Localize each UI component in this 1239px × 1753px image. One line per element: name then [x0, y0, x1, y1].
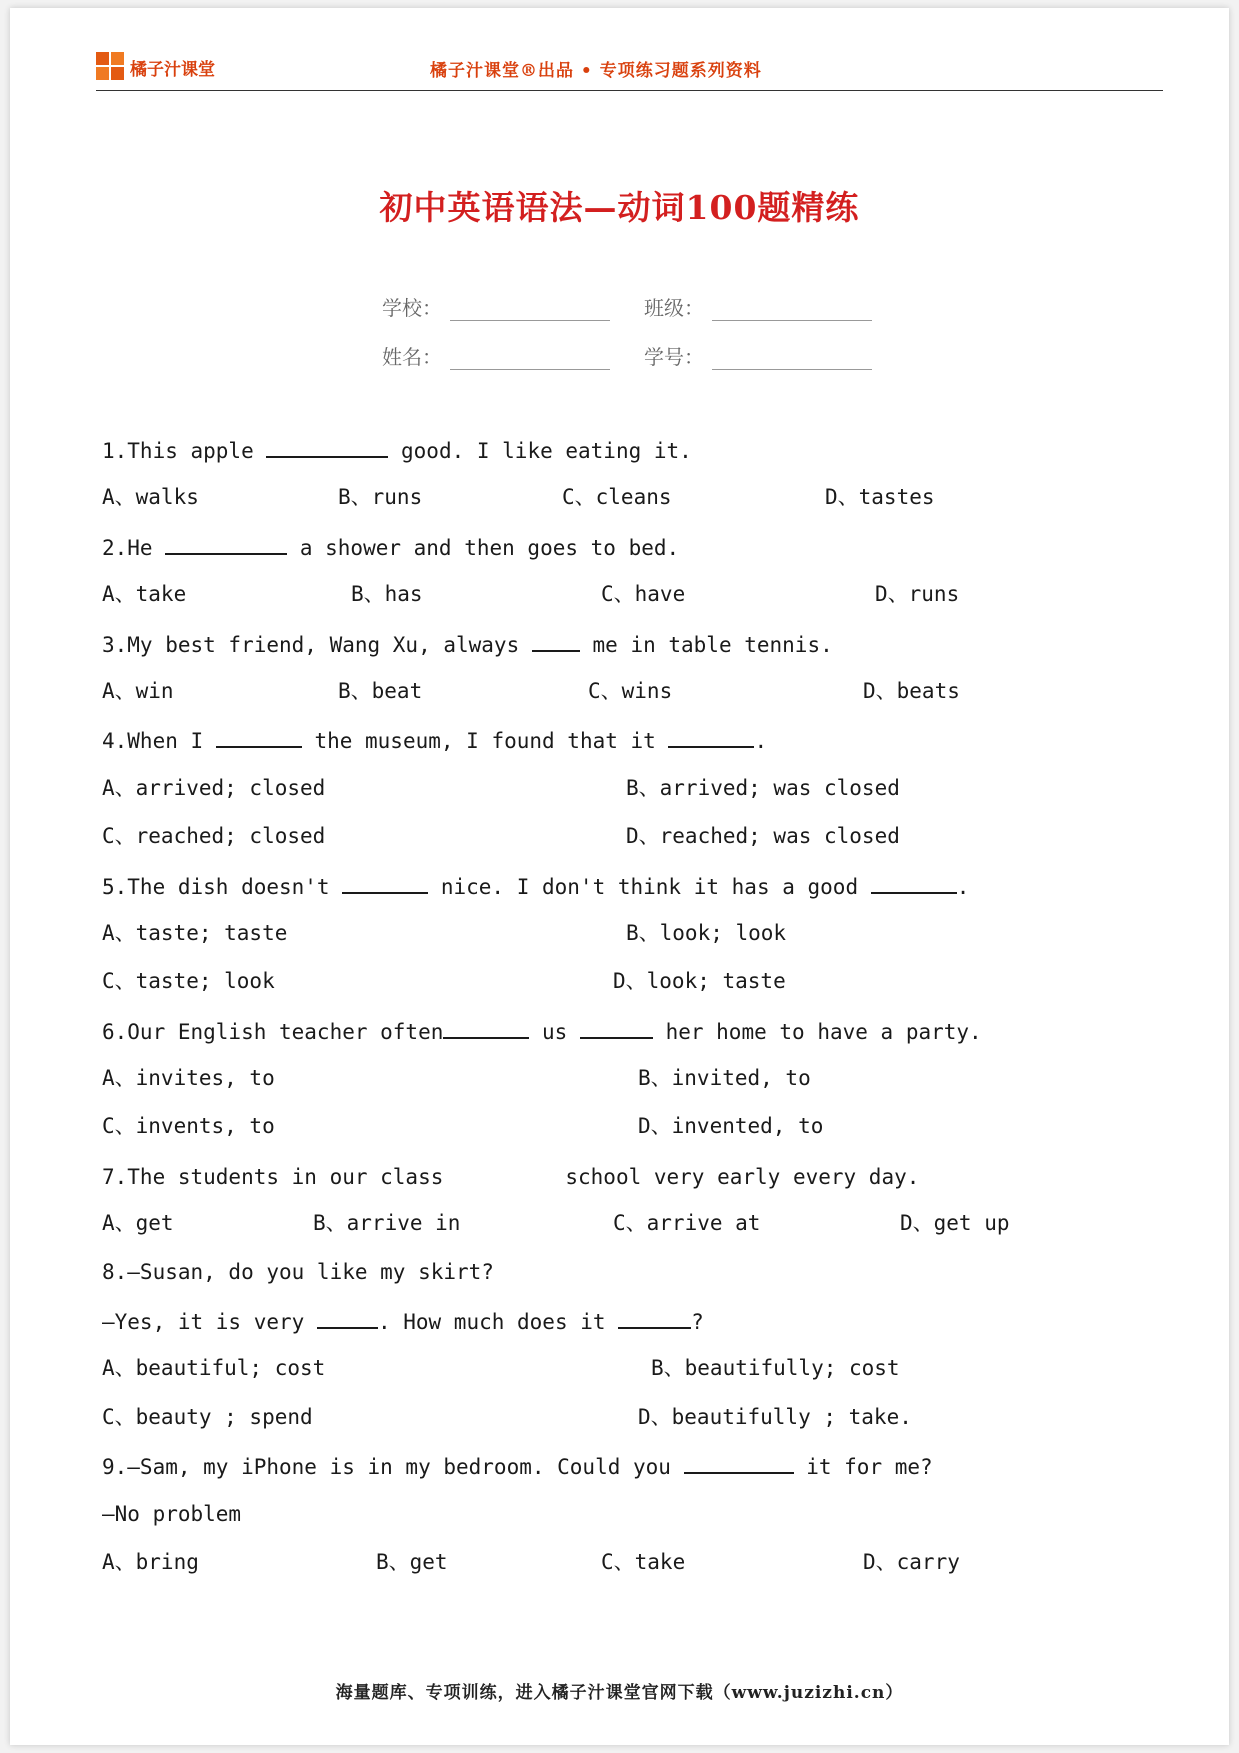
option-c[interactable]: C、invents, to	[102, 1114, 275, 1139]
option-d[interactable]: D、beats	[863, 678, 960, 703]
name-field[interactable]	[382, 341, 644, 370]
option-b[interactable]: B、look; look	[626, 920, 787, 945]
info-row-2	[382, 341, 906, 370]
question-3-stem: 3.My best friend, Wang Xu, always me in table tennis.	[102, 628, 1182, 676]
school-field[interactable]	[382, 292, 644, 321]
question-9-options	[102, 1547, 1182, 1595]
option-c[interactable]: C、take	[601, 1549, 686, 1574]
answer-blank[interactable]	[216, 724, 302, 748]
answer-blank[interactable]	[266, 434, 388, 458]
class-blank[interactable]	[712, 298, 872, 321]
option-d[interactable]: D、beautifully ; take.	[638, 1404, 912, 1429]
number-field[interactable]	[644, 341, 906, 370]
option-c[interactable]: C、wins	[588, 678, 673, 703]
option-b[interactable]: B、arrived; was closed	[626, 775, 900, 800]
question-6-options-row2	[102, 1111, 1182, 1159]
option-b[interactable]: B、arrive in	[313, 1211, 461, 1236]
option-a[interactable]: A、take	[102, 582, 187, 607]
name-label: 姓名：	[382, 345, 442, 369]
answer-blank[interactable]	[618, 1305, 691, 1329]
answer-blank[interactable]	[443, 1015, 529, 1039]
option-d[interactable]: D、invented, to	[638, 1114, 824, 1139]
answer-blank[interactable]	[443, 1160, 565, 1184]
answer-blank[interactable]	[532, 628, 580, 652]
option-c[interactable]: C、reached; closed	[102, 824, 326, 849]
option-a[interactable]: A、get	[102, 1211, 174, 1236]
option-a[interactable]: A、taste; taste	[102, 920, 288, 945]
answer-blank[interactable]	[317, 1305, 378, 1329]
option-d[interactable]: D、reached; was closed	[626, 824, 900, 849]
answer-blank[interactable]	[580, 1015, 653, 1039]
question-6-stem: 6.Our English teacher often us her home to have a party.	[102, 1015, 1182, 1063]
answer-blank[interactable]	[871, 870, 957, 894]
question-9-stem-1: 9.—Sam, my iPhone is in my bedroom. Could you it for me?	[102, 1450, 1182, 1498]
option-a[interactable]: A、beautiful; cost	[102, 1356, 326, 1381]
question-1-options	[102, 482, 1182, 530]
class-field[interactable]	[644, 292, 906, 321]
option-c[interactable]: C、cleans	[562, 485, 672, 510]
question-8-stem-1: 8.—Susan, do you like my skirt?	[102, 1259, 494, 1284]
question-4-stem: 4.When I the museum, I found that it .	[102, 724, 1182, 772]
footer-note: 海量题库、专项训练，进入橘子汁课堂官网下载（www.juzizhi.cn）	[335, 1683, 904, 1703]
option-d[interactable]: D、get up	[900, 1211, 1010, 1236]
option-d[interactable]: D、look; taste	[613, 969, 786, 994]
option-a[interactable]: A、bring	[102, 1549, 199, 1574]
option-b[interactable]: B、invited, to	[638, 1066, 811, 1091]
answer-blank[interactable]	[342, 870, 428, 894]
answer-blank[interactable]	[165, 531, 287, 555]
option-b[interactable]: B、get	[376, 1549, 448, 1574]
worksheet-page	[10, 8, 1229, 1745]
question-5-options-row1	[102, 918, 1182, 966]
option-b[interactable]: B、has	[351, 582, 423, 607]
question-2-options	[102, 579, 1182, 627]
option-c[interactable]: C、taste; look	[102, 969, 275, 994]
option-a[interactable]: A、walks	[102, 485, 199, 510]
question-2-stem: 2.He a shower and then goes to bed.	[102, 531, 1182, 579]
page-title: 初中英语语法—动词100题精练	[379, 188, 860, 227]
option-d[interactable]: D、runs	[875, 582, 960, 607]
answer-blank[interactable]	[668, 724, 754, 748]
brand-logo	[96, 52, 215, 82]
question-8-options-row2	[102, 1402, 1182, 1450]
option-a[interactable]: A、win	[102, 678, 174, 703]
question-7-stem: 7.The students in our class school very early every day.	[102, 1160, 1182, 1208]
option-c[interactable]: C、arrive at	[613, 1211, 761, 1236]
question-4-options-row1	[102, 773, 1182, 821]
answer-blank[interactable]	[684, 1450, 794, 1474]
question-9-stem-2: —No problem	[102, 1501, 242, 1526]
question-6-options-row1	[102, 1063, 1182, 1111]
question-8-stem-2: —Yes, it is very . How much does it ?	[102, 1305, 1182, 1353]
question-8-options-row1	[102, 1353, 1182, 1401]
option-b[interactable]: B、runs	[338, 485, 423, 510]
question-7-options	[102, 1208, 1182, 1256]
question-list	[102, 434, 1182, 1595]
option-a[interactable]: A、arrived; closed	[102, 775, 326, 800]
info-row-1	[382, 292, 906, 321]
logo-text: 橘子汁课堂	[130, 59, 215, 80]
option-a[interactable]: A、invites, to	[102, 1066, 275, 1091]
option-d[interactable]: D、tastes	[825, 485, 935, 510]
logo-icon	[96, 52, 126, 82]
option-c[interactable]: C、beauty ; spend	[102, 1404, 313, 1429]
option-c[interactable]: C、have	[601, 582, 686, 607]
option-d[interactable]: D、carry	[863, 1549, 960, 1574]
option-b[interactable]: B、beat	[338, 678, 423, 703]
question-4-options-row2	[102, 821, 1182, 869]
school-blank[interactable]	[450, 298, 610, 321]
question-5-stem: 5.The dish doesn't nice. I don't think it has a good .	[102, 870, 1182, 918]
question-5-options-row2	[102, 966, 1182, 1014]
name-blank[interactable]	[450, 347, 610, 370]
header-tagline: 橘子汁课堂®出品 • 专项练习题系列资料	[430, 61, 762, 81]
question-3-options	[102, 676, 1182, 724]
number-label: 学号：	[644, 345, 704, 369]
number-blank[interactable]	[712, 347, 872, 370]
option-b[interactable]: B、beautifully; cost	[651, 1356, 900, 1381]
header-divider	[96, 90, 1163, 91]
school-label: 学校：	[382, 296, 442, 320]
class-label: 班级：	[644, 296, 704, 320]
question-1-stem: 1.This apple good. I like eating it.	[102, 434, 1182, 482]
